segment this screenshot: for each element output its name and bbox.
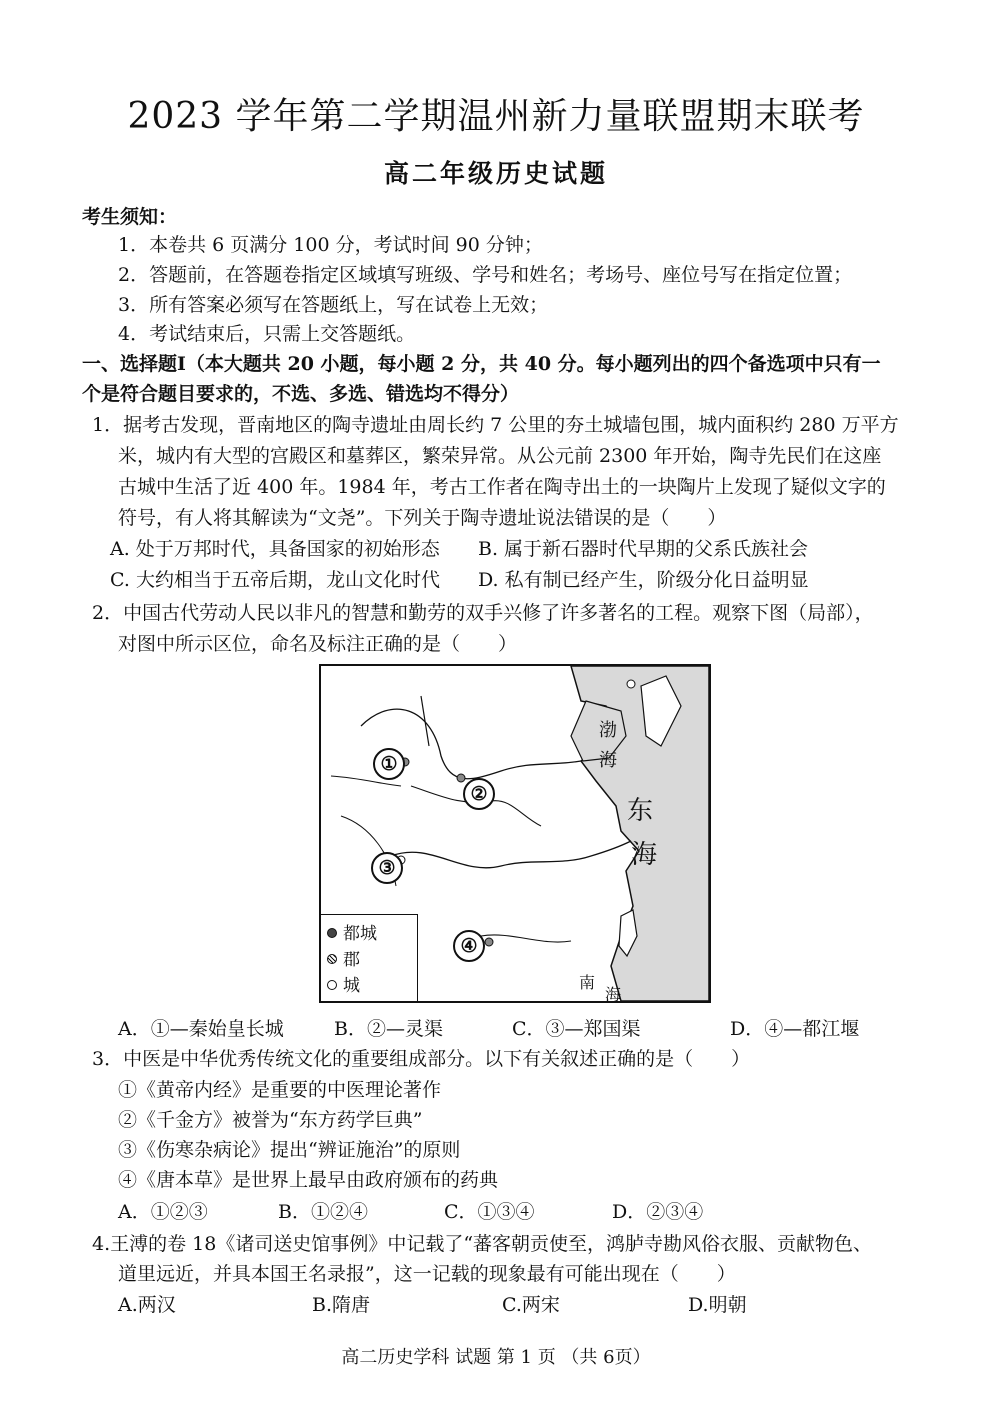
notice-item: 3．所有答案必须写在答题纸上，写在试卷上无效； [118,294,549,316]
question-1-line: 1．据考古发现，晋南地区的陶寺遗址由周长约 7 公里的夯土城墙包围，城内面积约 280 万平方 [92,414,899,436]
capital-icon [327,928,337,938]
notice-heading: 考生须知： [82,206,178,228]
question-4-line: 4.王溥的卷 18《诸司送史馆事例》中记载了“蕃客朝贡使至，鸿胪寺勘风俗衣服、贡献物色、 [92,1233,873,1255]
q3-option-c: C．①③④ [444,1201,535,1223]
city-icon [327,980,337,990]
sea-label-east: 东 [627,796,654,826]
q2-option-c: C．③—郑国渠 [512,1018,641,1040]
question-1-line: 米，城内有大型的宫殿区和墓葬区，繁荣异常。从公元前 2300 年开始，陶寺先民们在这座 [118,445,882,467]
question-4-line: 道里远近，并具本国王名录报”，这一记载的现象最有可能出现在（ ） [118,1263,736,1285]
sea-label-east: 海 [631,840,658,870]
question-2-line: 对图中所示区位，命名及标注正确的是（ ） [118,633,518,655]
question-2-line: 2．中国古代劳动人民以非凡的智慧和勤劳的双手兴修了许多著名的工程。观察下图（局部）， [92,602,874,624]
map-figure [319,664,711,1003]
exam-subtitle: 高二年级历史试题 [383,159,608,188]
q1-option-d: D. 私有制已经产生，阶级分化日益明显 [478,569,809,591]
jun-icon [327,954,337,964]
q2-option-b: B．②—灵渠 [334,1018,443,1040]
section-heading: 个是符合题目要求的，不选、多选、错选均不得分） [82,383,520,405]
marker-4: ④ [453,930,485,962]
page-footer: 高二历史学科 试题 第 1 页 （共 6页） [341,1347,651,1368]
question-1-line: 符号，有人将其解读为“文尧”。下列关于陶寺遗址说法错误的是（ ） [118,507,727,529]
q4-option-a: A.两汉 [118,1294,176,1316]
q2-option-d: D．④—都江堰 [730,1018,860,1040]
sea-label-south: 海 [605,985,622,1003]
exam-title: 2023 学年第二学期温州新力量联盟期末联考 [127,96,865,137]
q4-option-c: C.两宋 [502,1294,560,1316]
marker-2: ② [463,778,495,810]
sea-label-south: 南 [579,973,596,992]
question-3-stem: 3．中医是中华优秀传统文化的重要组成部分。以下有关叙述正确的是（ ） [92,1048,751,1070]
q3-item: ②《千金方》被誉为“东方药学巨典” [118,1109,423,1131]
notice-item: 2．答题前，在答题卷指定区域填写班级、学号和姓名；考场号、座位号写在指定位置； [118,264,853,286]
q3-option-a: A．①②③ [118,1201,208,1223]
legend-jun: 郡 [327,945,360,970]
q1-option-a: A. 处于万邦时代，具备国家的初始形态 [110,538,440,560]
marker-1: ① [373,748,405,780]
notice-item: 1．本卷共 6 页满分 100 分，考试时间 90 分钟； [118,234,543,256]
q1-option-b: B. 属于新石器时代早期的父系氏族社会 [478,538,809,560]
q3-option-b: B．①②④ [278,1201,368,1223]
q4-option-d: D.明朝 [688,1294,747,1316]
legend-city: 城 [327,971,360,996]
q2-option-a: A．①—秦始皇长城 [118,1018,284,1040]
map-legend [321,914,418,1001]
q3-item: ③《伤寒杂病论》提出“辨证施治”的原则 [118,1139,461,1161]
sea-label-bohai: 海 [599,750,617,771]
q3-item: ④《唐本草》是世界上最早由政府颁布的药典 [118,1169,499,1191]
marker-3: ③ [371,852,403,884]
question-1-line: 古城中生活了近 400 年。1984 年，考古工作者在陶寺出土的一块陶片上发现了疑似文字的 [118,476,886,498]
sea-label-bohai: 渤 [599,720,617,741]
notice-item: 4．考试结束后，只需上交答题纸。 [118,323,416,345]
q3-item: ①《黄帝内经》是重要的中医理论著作 [118,1079,442,1101]
q4-option-b: B.隋唐 [312,1294,371,1316]
section-heading: 一、选择题Ⅰ（本大题共 20 小题，每小题 2 分，共 40 分。每小题列出的四个备选项中只有一 [82,353,881,375]
q3-option-d: D．②③④ [612,1201,704,1223]
q1-option-c: C. 大约相当于五帝后期，龙山文化时代 [110,569,440,591]
legend-capital: 都城 [327,919,377,944]
